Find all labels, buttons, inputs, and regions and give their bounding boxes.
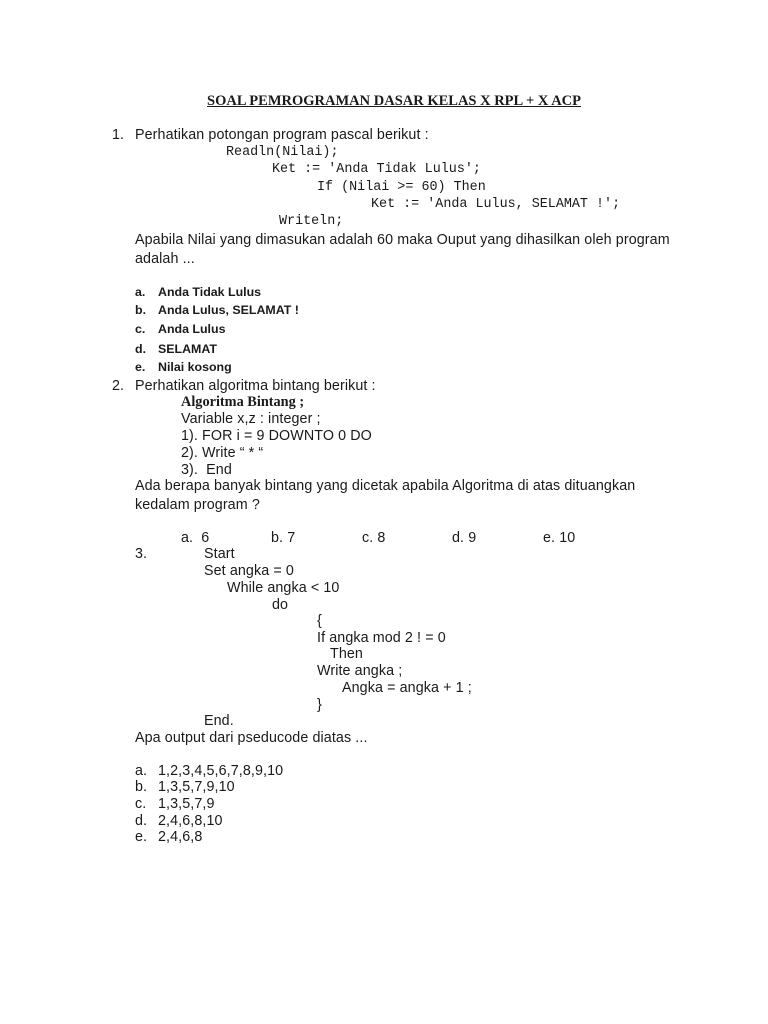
q1-option-b: Anda Lulus, SELAMAT !: [158, 303, 299, 317]
q3-line-2: Set angka = 0: [204, 563, 294, 579]
q1-question-line-2: adalah ...: [135, 251, 195, 267]
q3-option-c: 1,3,5,7,9: [158, 796, 215, 812]
q3-number: 3.: [135, 546, 148, 562]
q1-option-a: Anda Tidak Lulus: [158, 285, 262, 299]
q3-option-b: 1,3,5,7,9,10: [158, 779, 235, 795]
q3-line-6: If angka mod 2 ! = 0: [317, 630, 446, 646]
q1-code-line-5: Writeln;: [279, 214, 344, 229]
q3-option-a: 1,2,3,4,5,6,7,8,9,10: [158, 763, 284, 779]
q2-option-d: d. 9: [452, 530, 477, 546]
q2-algo-line-3: 2). Write “ * “: [181, 445, 264, 461]
q1-option-d: SELAMAT: [158, 342, 217, 356]
q2-question-line-1: Ada berapa banyak bintang yang dicetak apabila Algoritma di atas dituangkan: [135, 478, 636, 494]
q2-option-b: b. 7: [271, 530, 296, 546]
q3-line-7: Then: [330, 646, 363, 662]
q1-option-d-letter: d.: [135, 342, 147, 356]
q2-algo-line-4: 3). End: [181, 462, 232, 478]
q2-question-line-2: kedalam program ?: [135, 497, 260, 513]
q1-code-line-4: Ket := 'Anda Lulus, SELAMAT !';: [371, 197, 621, 212]
page-title: SOAL PEMROGRAMAN DASAR KELAS X RPL + X ACP: [207, 93, 582, 109]
q3-line-4: do: [272, 597, 289, 613]
q3-line-10: }: [317, 697, 322, 713]
q2-option-c: c. 8: [362, 530, 386, 546]
q3-option-c-letter: c.: [135, 796, 147, 812]
q3-line-5: {: [317, 613, 322, 629]
q2-option-e: e. 10: [543, 530, 576, 546]
q1-number: 1.: [112, 127, 125, 143]
q3-option-b-letter: b.: [135, 779, 148, 795]
q3-line-1: Start: [204, 546, 235, 562]
q3-option-d: 2,4,6,8,10: [158, 813, 223, 829]
q3-line-8: Write angka ;: [317, 663, 403, 679]
q1-option-c: Anda Lulus: [158, 322, 226, 336]
q2-number: 2.: [112, 378, 125, 394]
q3-option-e-letter: e.: [135, 829, 148, 845]
q1-option-b-letter: b.: [135, 303, 147, 317]
q1-option-a-letter: a.: [135, 285, 146, 299]
q3-question: Apa output dari pseducode diatas ...: [135, 730, 368, 746]
q1-code-line-2: Ket := 'Anda Tidak Lulus';: [272, 162, 481, 177]
q1-option-e-letter: e.: [135, 360, 146, 374]
q1-code-line-1: Readln(Nilai);: [226, 145, 339, 160]
q1-prompt: Perhatikan potongan program pascal berikut :: [135, 127, 429, 143]
q3-line-3: While angka < 10: [227, 580, 340, 596]
q2-algo-line-1: Variable x,z : integer ;: [181, 411, 321, 427]
q1-code-line-3: If (Nilai >= 60) Then: [317, 180, 486, 195]
q2-algo-line-2: 1). FOR i = 9 DOWNTO 0 DO: [181, 428, 372, 444]
q2-option-a: a. 6: [181, 530, 210, 546]
q3-line-11: End.: [204, 713, 234, 729]
q3-option-a-letter: a.: [135, 763, 148, 779]
q1-question-line-1: Apabila Nilai yang dimasukan adalah 60 maka Ouput yang dihasilkan oleh program: [135, 232, 670, 248]
q2-algo-title: Algoritma Bintang ;: [181, 394, 305, 410]
q3-option-e: 2,4,6,8: [158, 829, 203, 845]
q1-option-e: Nilai kosong: [158, 360, 232, 374]
q3-line-9: Angka = angka + 1 ;: [342, 680, 472, 696]
q2-prompt: Perhatikan algoritma bintang berikut :: [135, 378, 376, 394]
q1-option-c-letter: c.: [135, 322, 146, 336]
q3-option-d-letter: d.: [135, 813, 148, 829]
